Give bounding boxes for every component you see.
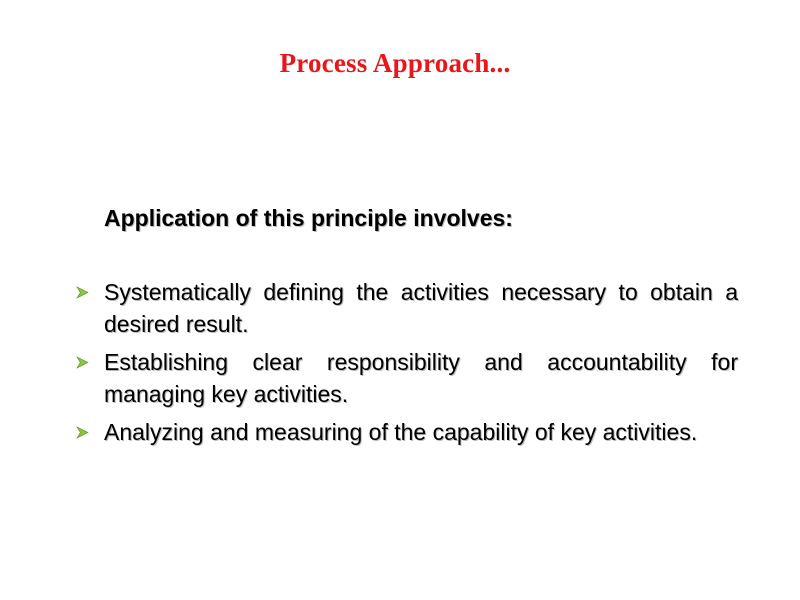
bullet-item	[104, 346, 738, 410]
arrowhead-bullet-icon	[76, 356, 89, 369]
slide-subheading: Application of this principle involves:	[104, 205, 513, 231]
slide-title: Process Approach...	[279, 48, 511, 78]
arrowhead-bullet-icon	[76, 426, 89, 439]
bullet-list	[0, 276, 800, 454]
bullet-text: Analyzing and measuring of the capability of key activities.	[104, 419, 698, 445]
bullet-item	[104, 416, 738, 448]
bullet-text: Establishing clear responsibility and accountability for managing key activities.	[104, 349, 738, 407]
bullet-text: Systematically defining the activities necessary to obtain a desired result.	[104, 279, 738, 337]
arrowhead-bullet-icon	[76, 286, 89, 299]
bullet-item	[104, 276, 738, 340]
